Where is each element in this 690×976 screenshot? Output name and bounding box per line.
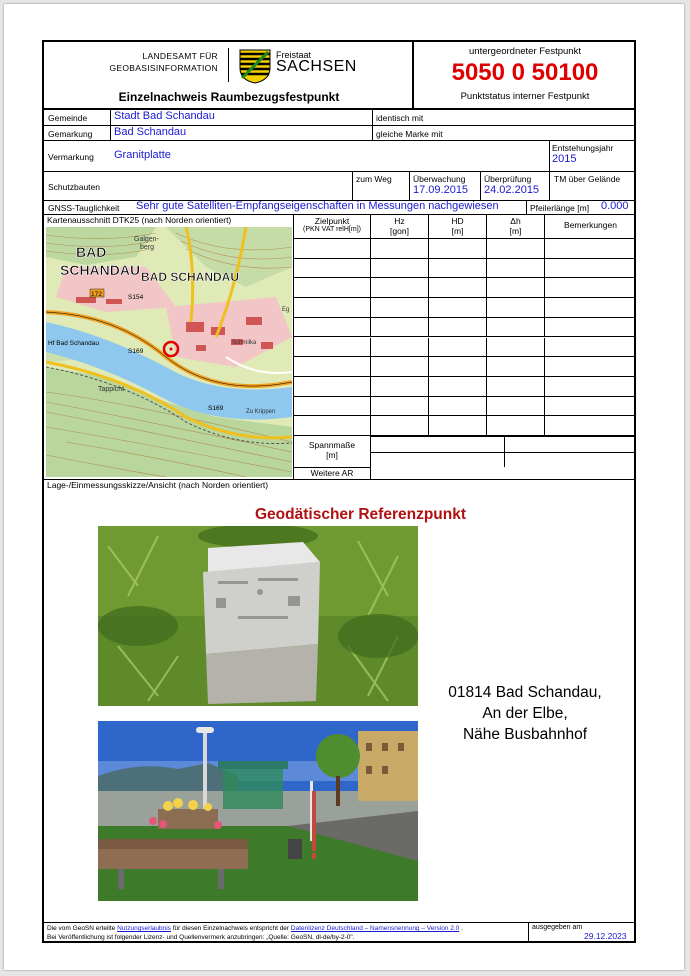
table-cell [371,338,429,358]
address-line2: An der Elbe, [482,705,568,722]
table-cell [545,239,636,259]
license-line2: Bei Veröffentlichung ist folgender Lizenz- und Quellenvermerk anzubringen: „Quelle: GeoSN, dl-de/by-2-0". [47,934,355,941]
table-cell [294,416,371,436]
doc-title: Einzelnachweis Raumbezugsfestpunkt [118,90,340,104]
map-label-hbf: Hf Bad Schandau [48,340,99,347]
table-cell [545,416,636,436]
table-cell [294,318,371,338]
license-t3: . [461,925,463,932]
gemeinde-label: Gemeinde [48,113,88,123]
topographic-map [46,227,292,477]
th-zielpunkt-sub: (PKN VAT relH[m]) [303,226,361,233]
map-road-s169b: S169 [208,405,224,412]
karte-label: Kartenausschnitt DTK25 (nach Norden orientiert) [47,215,232,225]
table-cell [371,397,429,417]
license-t1: Die vom GeoSN erteilte [47,925,116,932]
gnss-label: GNSS-Tauglichkeit [48,203,120,213]
skizze-label: Lage-/Einmessungsskizze/Ansicht (nach Norden orientiert) [47,480,269,490]
sketch-title: Geodätischer Referenzpunkt [255,506,467,523]
table-cell [294,298,371,318]
col-divider [526,201,527,214]
address-line1: 01814 Bad Schandau, [448,684,602,701]
table-cell [371,278,429,298]
map-label-krippen: Zu Krippen [246,409,276,415]
th-zielpunkt [294,215,371,239]
gemeinde-value: Stadt Bad Schandau [114,110,215,122]
issued-label: ausgegeben am [532,924,583,931]
table-cell [371,416,429,436]
gleiche-label: gleiche Marke mit [376,129,443,139]
table-cell [487,318,545,338]
table-cell [429,416,487,436]
photo-granite-marker [98,526,418,706]
map-label-schandau: SCHANDAU [60,262,141,278]
row-rule [44,140,636,141]
table-cell [429,278,487,298]
identisch-label: identisch mit [376,113,424,123]
row-rule [294,467,371,468]
pfeiler-value: 0.000 [601,200,629,212]
gemarkung-value: Bad Schandau [114,126,187,138]
map-label-bad: BAD [76,244,107,260]
table-cell [429,318,487,338]
table-cell [294,397,371,417]
th-bemerkungen-label: Bemerkungen [564,220,617,230]
th-hd [429,215,487,239]
table-cell [545,318,636,338]
table-cell [371,377,429,397]
table-cell [487,416,545,436]
table-cell [429,338,487,358]
table-cell [429,397,487,417]
col-rule [504,436,505,467]
table-cell [429,259,487,279]
table-cell [294,377,371,397]
map-label-schmilka: Schmilka [232,340,257,346]
ueberpruefung-value: 24.02.2015 [484,184,540,196]
weitere-ar-label: Weitere AR [310,468,354,478]
table-cell [487,298,545,318]
pfeiler-label: Pfeilerlänge [m] [530,203,590,213]
license-t2: für diesen Einzelnachweis entspricht der [172,925,290,932]
table-cell [487,377,545,397]
spannmasse-unit: [m] [326,450,338,460]
th-hd-label: HD [451,216,464,226]
ueberwachung-value: 17.09.2015 [413,184,469,196]
address-line3: Nähe Busbahnhof [462,726,588,743]
table-cell [294,259,371,279]
entstehung-value: 2015 [552,153,577,165]
table-cell [294,239,371,259]
table-cell [487,259,545,279]
table-cell [294,357,371,377]
table-cell [545,278,636,298]
header-left [44,42,414,108]
spannmasse-cell [294,436,371,467]
table-cell [545,357,636,377]
footer-divider [528,923,529,943]
header-right [414,42,636,108]
table-cell [371,239,429,259]
license-text [47,924,527,942]
map-road-s169: S169 [128,348,144,355]
table-cell [429,298,487,318]
table-cell [294,278,371,298]
logo-divider [228,48,229,82]
document-page [4,4,684,970]
agency-name [94,50,218,74]
th-bemerkungen [545,215,636,239]
map-road-172: 172 [91,291,102,298]
address-block [414,682,636,745]
table-cell [545,259,636,279]
th-dh-unit: [m] [509,226,522,236]
table-cell [371,357,429,377]
th-hz [371,215,429,239]
point-status: Punktstatus interner Festpunkt [460,91,590,102]
state-small: Freistaat [276,50,312,60]
saxony-coat-of-arms-icon [238,48,272,84]
observation-table [294,215,636,480]
col-divider [409,172,410,200]
table-cell [294,338,371,358]
gemarkung-label: Gemarkung [48,129,93,139]
entstehung-label: Entstehungsjahr [552,143,614,153]
table-cell [487,239,545,259]
vermarkung-label: Vermarkung [48,152,94,162]
table-cell [429,377,487,397]
agency-line1: LANDESAMT FÜR [142,51,218,61]
ueberpruefung-label: Überprüfung [484,174,532,184]
table-cell [371,318,429,338]
th-hz-label: Hz [394,216,405,226]
issued-value: 29.12.2023 [584,931,627,941]
datenlizenz-link[interactable]: Datenlizenz Deutschland – Namensnennung – Version 2.0 [290,925,460,932]
tm-label: TM über Gelände [554,174,621,184]
th-zielpunkt-label: Zielpunkt [314,216,350,226]
table-cell [545,377,636,397]
row-rule [44,171,636,172]
map-label-galgen: Galgen- [134,236,159,243]
map-label-city: BAD SCHANDAU [141,270,239,284]
map-label-berg: berg [140,244,155,251]
th-hz-unit: [gon] [390,226,409,236]
table-cell [429,357,487,377]
table-cell [487,338,545,358]
table-cell [487,357,545,377]
table-cell [487,278,545,298]
map-road-s154: S154 [128,294,144,301]
ueberwachung-label: Überwachung [413,174,466,184]
map-label-eg: Eg [282,307,290,313]
gnss-value: Sehr gute Satelliten-Empfangseigenschaften in Messungen nachgewiesen [136,200,499,212]
col-divider [352,172,353,200]
schutzbauten-label: Schutzbauten [48,182,100,192]
table-cell [429,239,487,259]
table-cell [371,298,429,318]
th-hd-unit: [m] [451,226,464,236]
col-divider [480,172,481,200]
footer-rule [44,922,636,923]
map-label-tappicht: Tappicht [98,386,125,393]
th-dh [487,215,545,239]
point-number: 5050 0 50100 [451,59,599,86]
state-big: SACHSEN [276,58,357,75]
zumweg-label: zum Weg [356,174,392,184]
vermarkung-value: Granitplatte [114,149,171,161]
point-type: untergeordneter Festpunkt [469,46,581,57]
nutzungserlaubnis-link[interactable]: Nutzungserlaubnis [117,925,171,932]
photo-location [98,721,418,901]
agency-line2: GEOBASISINFORMATION [109,63,218,73]
table-cell [545,298,636,318]
form-frame [42,40,636,943]
table-cell [371,259,429,279]
spannmasse-label: Spannmaße [308,440,356,450]
table-cell [487,397,545,417]
th-dh-label: Δh [510,216,521,226]
table-cell [545,397,636,417]
table-cell [545,338,636,358]
